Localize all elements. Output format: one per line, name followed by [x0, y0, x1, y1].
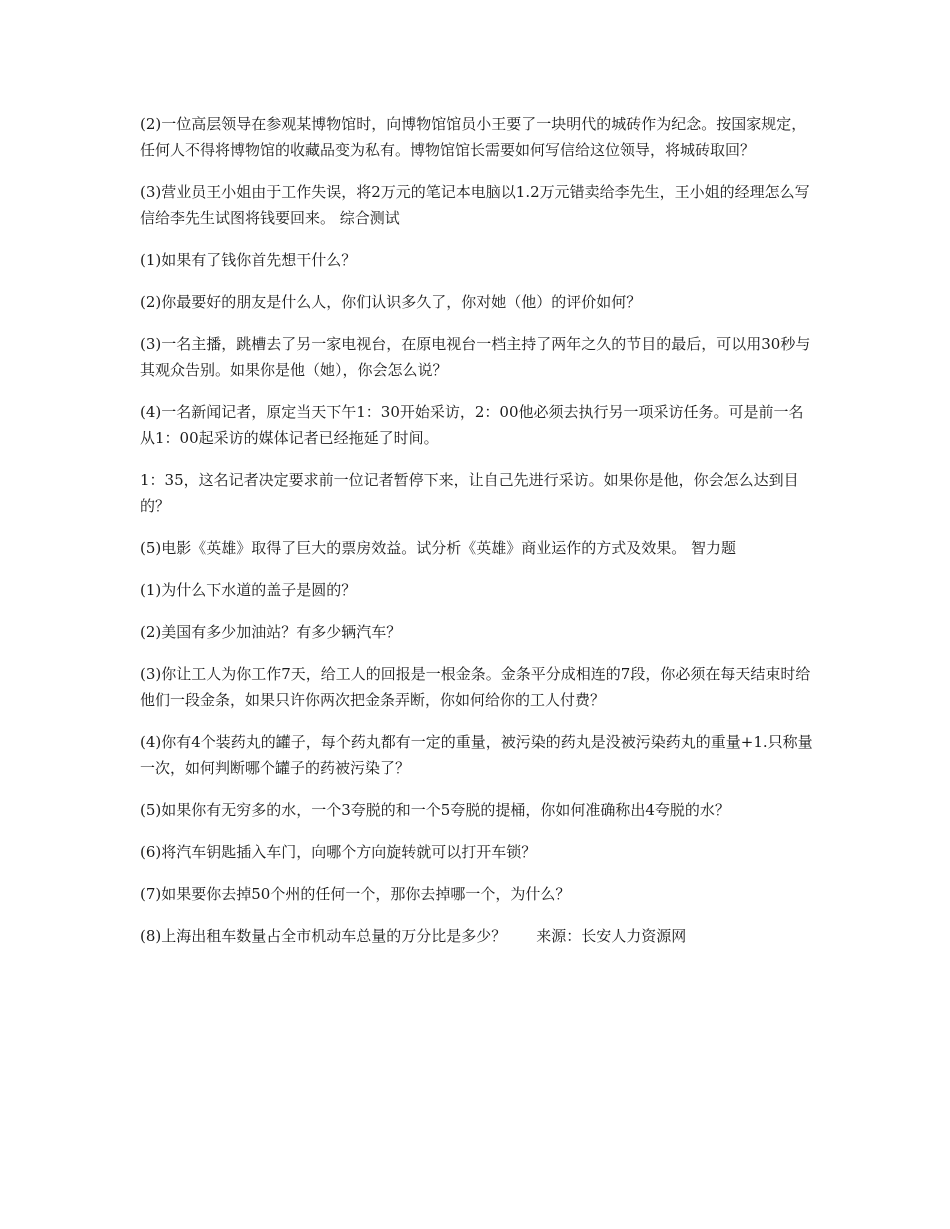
paragraph-question-best-friend: (2)你最要好的朋友是什么人，你们认识多久了，你对她（他）的评价如何？: [140, 293, 642, 311]
paragraph-question-anchor-farewell: (3)一名主播，跳槽去了另一家电视台，在原电视台一档主持了两年之久的节目的最后，可以用30秒与其观众告别。如果你是他（她），你会怎么说？: [140, 335, 811, 379]
paragraph-puzzle-fifty-states: (7)如果要你去掉50个州的任何一个，那你去掉哪一个，为什么？: [140, 885, 571, 903]
paragraph-puzzle-car-key: (6)将汽车钥匙插入车门，向哪个方向旋转就可以打开车锁？: [140, 843, 537, 861]
document-body: [140, 111, 815, 965]
paragraph-question-hero-movie: (5)电影《英雄》取得了巨大的票房效益。试分析《英雄》商业运作的方式及效果。 智力题: [140, 539, 737, 557]
paragraph-puzzle-pill-jars: (4)你有4个装药丸的罐子，每个药丸都有一定的重量，被污染的药丸是没被污染药丸的重量+1.只称量一次，如何判断哪个罐子的药被污染了？: [140, 733, 813, 777]
paragraph-letter-museum-brick: (2)一位高层领导在参观某博物馆时，向博物馆馆员小王要了一块明代的城砖作为纪念。按国家规定，任何人不得将博物馆的收藏品变为私有。博物馆馆长需要如何写信给这位领导，将城砖取回？: [140, 115, 807, 159]
paragraph-puzzle-shanghai-taxis: (8)上海出租车数量占全市机动车总量的万分比是多少？ 来源：长安人力资源网: [140, 927, 687, 945]
paragraph-puzzle-gas-stations: (2)美国有多少加油站？有多少辆汽车？: [140, 623, 402, 641]
paragraph-puzzle-manhole: (1)为什么下水道的盖子是圆的？: [140, 581, 357, 599]
paragraph-puzzle-water-buckets: (5)如果你有无穷多的水，一个3夸脱的和一个5夸脱的提桶，你如何准确称出4夸脱的水？: [140, 801, 730, 819]
paragraph-question-money: (1)如果有了钱你首先想干什么？: [140, 251, 357, 269]
paragraph-question-reporter-goal: 1：35，这名记者决定要求前一位记者暂停下来，让自己先进行采访。如果你是他，你会怎么达到目的？: [140, 471, 799, 515]
paragraph-letter-laptop-refund: (3)营业员王小姐由于工作失误，将2万元的笔记本电脑以1.2万元错卖给李先生，王小姐的经理怎么写信给李先生试图将钱要回来。 综合测试: [140, 183, 810, 227]
paragraph-puzzle-gold-bar: (3)你让工人为你工作7天，给工人的回报是一根金条。金条平分成相连的7段，你必须在每天结束时给他们一段金条，如果只许你两次把金条弄断，你如何给你的工人付费？: [140, 665, 811, 709]
paragraph-question-reporter-schedule: (4)一名新闻记者，原定当天下午1：30开始采访，2：00他必须去执行另一项采访任务。可是前一名从1：00起采访的媒体记者已经拖延了时间。: [140, 403, 804, 447]
